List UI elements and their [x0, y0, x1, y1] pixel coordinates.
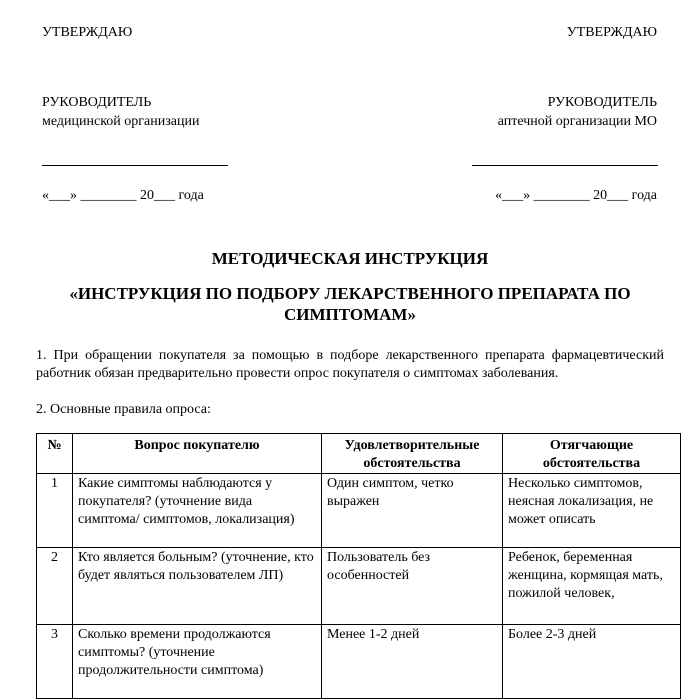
row-satisfactory: Менее 1-2 дней	[322, 625, 503, 699]
right-date-line: «___» ________ 20___ года	[495, 188, 657, 203]
right-approve-label: УТВЕРЖДАЮ	[566, 25, 657, 40]
row-aggravating: Несколько симптомов, неясная локализация, не может описать	[503, 474, 681, 548]
left-date-line: «___» ________ 20___ года	[42, 188, 204, 203]
row-aggravating: Более 2-3 дней	[503, 625, 681, 699]
table-row	[37, 625, 681, 699]
row-number: 1	[37, 474, 73, 548]
header-number: №	[37, 434, 73, 474]
row-question: Кто является больным? (уточнение, кто будет являться пользователем ЛП)	[73, 548, 322, 625]
table-row	[37, 474, 681, 548]
header-question: Вопрос покупателю	[73, 434, 322, 474]
row-number: 3	[37, 625, 73, 699]
right-org-label: аптечной организации МО	[497, 114, 657, 129]
row-number: 2	[37, 548, 73, 625]
left-org-label: медицинской организации	[42, 114, 200, 129]
document-type-heading: МЕТОДИЧЕСКАЯ ИНСТРУКЦИЯ	[211, 249, 489, 268]
left-signature-line	[42, 165, 228, 166]
row-satisfactory: Один симптом, четко выражен	[322, 474, 503, 548]
survey-questions-table	[36, 433, 681, 699]
right-role-label: РУКОВОДИТЕЛЬ	[547, 95, 657, 110]
row-question: Какие симптомы наблюдаются у покупателя? (уточнение вида симптома/ симптомов, локализация)	[73, 474, 322, 548]
header-satisfactory: Удовлетворительные обстоятельства	[322, 434, 503, 474]
document-title-line-2: СИМПТОМАМ»	[284, 305, 416, 324]
right-signature-line	[472, 165, 658, 166]
row-question: Сколько времени продолжаются симптомы? (уточнение продолжительности симптома)	[73, 625, 322, 699]
paragraph-1: 1. При обращении покупателя за помощью в подборе лекарственного препарата фармацевтический работник обязан предварительно провести опрос покупателя о симптомах заболевания.	[36, 348, 664, 381]
left-approve-label: УТВЕРЖДАЮ	[42, 25, 133, 40]
document-title-line-1: «ИНСТРУКЦИЯ ПО ПОДБОРУ ЛЕКАРСТВЕННОГО ПРЕПАРАТА ПО	[69, 284, 631, 303]
table-header-row	[37, 434, 681, 474]
header-aggravating: Отягчающие обстоятельства	[503, 434, 681, 474]
left-role-label: РУКОВОДИТЕЛЬ	[42, 95, 152, 110]
paragraph-2: 2. Основные правила опроса:	[36, 402, 211, 417]
row-satisfactory: Пользователь без особенностей	[322, 548, 503, 625]
table-row	[37, 548, 681, 625]
row-aggravating: Ребенок, беременная женщина, кормящая мать, пожилой человек,	[503, 548, 681, 625]
